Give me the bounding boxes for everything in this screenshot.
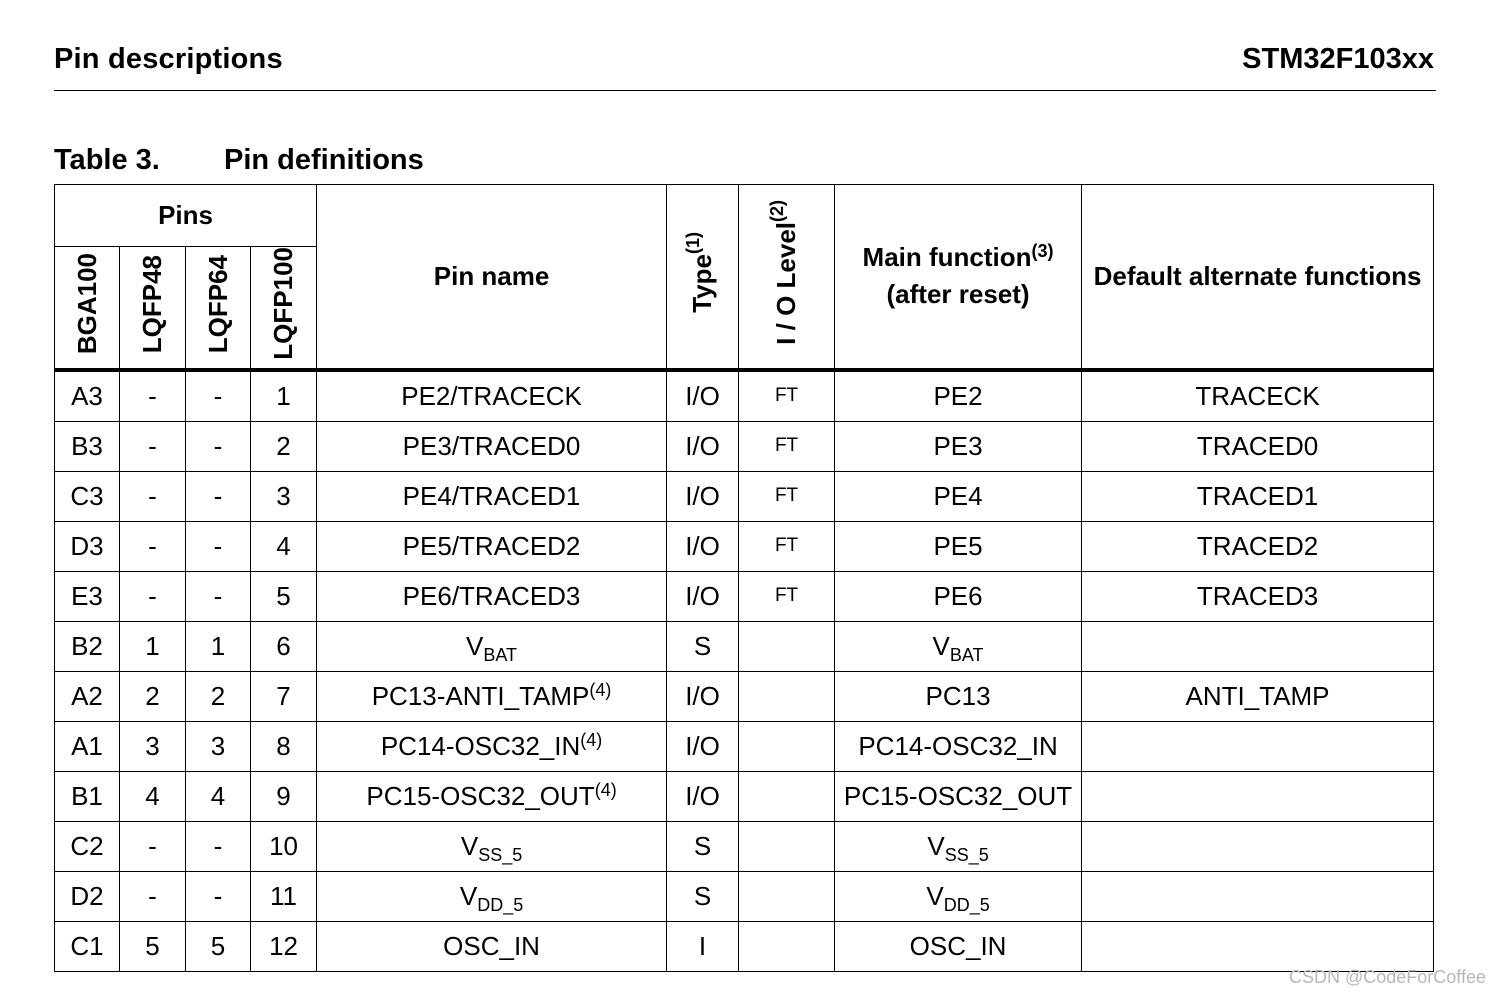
- table-row: [55, 921, 1434, 971]
- alternate-functions-header: Default alternate functions: [1082, 185, 1434, 370]
- cell-lqfp100: 5: [251, 571, 317, 621]
- cell-lqfp100: 2: [251, 421, 317, 471]
- cell-alternate-functions: [1082, 771, 1434, 821]
- cell-io-level: FT: [739, 471, 835, 521]
- table-row: [55, 471, 1434, 521]
- cell-lqfp100: 11: [251, 871, 317, 921]
- cell-bga100: C1: [55, 921, 120, 971]
- cell-pin-name: PC15-OSC32_OUT$^{(4)}$: [317, 771, 667, 821]
- cell-pin-name: PE6/TRACED3: [317, 571, 667, 621]
- cell-main-function: $V_{BAT}$: [835, 621, 1082, 671]
- cell-type: I/O: [667, 521, 739, 571]
- cell-lqfp64: -: [186, 370, 251, 422]
- cell-io-level: FT: [739, 521, 835, 571]
- cell-type: I/O: [667, 370, 739, 422]
- cell-bga100: A2: [55, 671, 120, 721]
- cell-lqfp48: 1: [120, 621, 186, 671]
- cell-bga100: B2: [55, 621, 120, 671]
- cell-lqfp64: -: [186, 421, 251, 471]
- table-caption: [54, 144, 424, 177]
- cell-alternate-functions: ANTI_TAMP: [1082, 671, 1434, 721]
- cell-lqfp48: 4: [120, 771, 186, 821]
- cell-lqfp48: 3: [120, 721, 186, 771]
- table-row: [55, 370, 1434, 422]
- cell-lqfp64: -: [186, 571, 251, 621]
- lqfp100-header: LQFP100: [251, 247, 317, 370]
- cell-lqfp100: 9: [251, 771, 317, 821]
- cell-alternate-functions: TRACED3: [1082, 571, 1434, 621]
- cell-pin-name: $V_{BAT}$: [317, 621, 667, 671]
- cell-io-level: [739, 771, 835, 821]
- table-row: [55, 621, 1434, 671]
- cell-type: S: [667, 621, 739, 671]
- table-row: [55, 421, 1434, 471]
- cell-lqfp48: 2: [120, 671, 186, 721]
- table-number: Table 3.: [54, 144, 160, 176]
- cell-io-level: FT: [739, 421, 835, 471]
- cell-lqfp64: -: [186, 521, 251, 571]
- cell-main-function: $V_{SS\_5}$: [835, 821, 1082, 871]
- cell-bga100: D3: [55, 521, 120, 571]
- cell-lqfp100: 6: [251, 621, 317, 671]
- cell-pin-name: $V_{DD\_5}$: [317, 871, 667, 921]
- pin-rows: [55, 370, 1434, 972]
- cell-io-level: FT: [739, 370, 835, 422]
- cell-bga100: C3: [55, 471, 120, 521]
- cell-alternate-functions: TRACED0: [1082, 421, 1434, 471]
- cell-lqfp64: 4: [186, 771, 251, 821]
- cell-io-level: [739, 871, 835, 921]
- table-row: [55, 671, 1434, 721]
- cell-bga100: D2: [55, 871, 120, 921]
- cell-lqfp100: 1: [251, 370, 317, 422]
- cell-bga100: B1: [55, 771, 120, 821]
- cell-pin-name: PE2/TRACECK: [317, 370, 667, 422]
- main-function-header: Main function$^{(3)}$ (after reset): [835, 185, 1082, 370]
- cell-pin-name: OSC_IN: [317, 921, 667, 971]
- cell-main-function: $V_{DD\_5}$: [835, 871, 1082, 921]
- cell-lqfp48: -: [120, 571, 186, 621]
- cell-main-function: PE3: [835, 421, 1082, 471]
- io-level-header: I / O Level$^{(2)}$: [739, 185, 835, 370]
- table-row: [55, 821, 1434, 871]
- cell-type: I/O: [667, 471, 739, 521]
- cell-main-function: PE2: [835, 370, 1082, 422]
- cell-type: I: [667, 921, 739, 971]
- cell-alternate-functions: [1082, 821, 1434, 871]
- cell-lqfp48: -: [120, 370, 186, 422]
- cell-pin-name: PE4/TRACED1: [317, 471, 667, 521]
- cell-lqfp48: -: [120, 521, 186, 571]
- cell-pin-name: $V_{SS\_5}$: [317, 821, 667, 871]
- cell-alternate-functions: TRACED1: [1082, 471, 1434, 521]
- cell-lqfp64: 3: [186, 721, 251, 771]
- pin-name-header: Pin name: [317, 185, 667, 370]
- cell-lqfp64: -: [186, 471, 251, 521]
- cell-lqfp100: 7: [251, 671, 317, 721]
- cell-lqfp64: -: [186, 821, 251, 871]
- cell-alternate-functions: TRACECK: [1082, 370, 1434, 422]
- cell-lqfp48: -: [120, 821, 186, 871]
- cell-io-level: [739, 621, 835, 671]
- cell-lqfp100: 8: [251, 721, 317, 771]
- cell-bga100: A1: [55, 721, 120, 771]
- table-row: [55, 771, 1434, 821]
- cell-lqfp48: -: [120, 471, 186, 521]
- lqfp48-header: LQFP48: [120, 247, 186, 370]
- type-header: Type$^{(1)}$: [667, 185, 739, 370]
- cell-pin-name: PE5/TRACED2: [317, 521, 667, 571]
- cell-lqfp64: 5: [186, 921, 251, 971]
- bga100-header: BGA100: [55, 247, 120, 370]
- cell-lqfp48: -: [120, 871, 186, 921]
- cell-io-level: FT: [739, 571, 835, 621]
- cell-lqfp100: 10: [251, 821, 317, 871]
- table-row: [55, 521, 1434, 571]
- cell-alternate-functions: [1082, 621, 1434, 671]
- cell-type: S: [667, 871, 739, 921]
- table-row: [55, 721, 1434, 771]
- cell-pin-name: PC13-ANTI_TAMP$^{(4)}$: [317, 671, 667, 721]
- cell-pin-name: PC14-OSC32_IN$^{(4)}$: [317, 721, 667, 771]
- cell-main-function: PE4: [835, 471, 1082, 521]
- cell-main-function: OSC_IN: [835, 921, 1082, 971]
- cell-bga100: C2: [55, 821, 120, 871]
- cell-io-level: [739, 671, 835, 721]
- cell-lqfp100: 4: [251, 521, 317, 571]
- cell-io-level: [739, 921, 835, 971]
- table-row: [55, 871, 1434, 921]
- cell-main-function: PE6: [835, 571, 1082, 621]
- watermark: CSDN @CodeForCoffee: [1288, 967, 1486, 987]
- cell-pin-name: PE3/TRACED0: [317, 421, 667, 471]
- cell-main-function: PE5: [835, 521, 1082, 571]
- section-title: Pin descriptions: [54, 43, 283, 75]
- table-row: [55, 571, 1434, 621]
- cell-alternate-functions: [1082, 921, 1434, 971]
- cell-lqfp100: 12: [251, 921, 317, 971]
- pins-group-header: Pins: [55, 185, 317, 247]
- cell-alternate-functions: TRACED2: [1082, 521, 1434, 571]
- pin-definitions-table: [54, 184, 1434, 972]
- product-name: STM32F103xx: [1242, 43, 1434, 75]
- header-rule: [54, 90, 1436, 91]
- cell-bga100: A3: [55, 370, 120, 422]
- cell-lqfp64: 2: [186, 671, 251, 721]
- cell-lqfp48: 5: [120, 921, 186, 971]
- cell-bga100: B3: [55, 421, 120, 471]
- cell-type: I/O: [667, 721, 739, 771]
- cell-lqfp48: -: [120, 421, 186, 471]
- cell-lqfp100: 3: [251, 471, 317, 521]
- cell-lqfp64: -: [186, 871, 251, 921]
- lqfp64-header: LQFP64: [186, 247, 251, 370]
- table-title: Pin definitions: [224, 144, 424, 176]
- cell-type: I/O: [667, 771, 739, 821]
- cell-type: I/O: [667, 571, 739, 621]
- cell-type: I/O: [667, 671, 739, 721]
- cell-type: I/O: [667, 421, 739, 471]
- cell-type: S: [667, 821, 739, 871]
- cell-alternate-functions: [1082, 871, 1434, 921]
- cell-lqfp64: 1: [186, 621, 251, 671]
- cell-alternate-functions: [1082, 721, 1434, 771]
- cell-main-function: PC14-OSC32_IN: [835, 721, 1082, 771]
- cell-io-level: [739, 821, 835, 871]
- cell-main-function: PC15-OSC32_OUT: [835, 771, 1082, 821]
- cell-bga100: E3: [55, 571, 120, 621]
- cell-io-level: [739, 721, 835, 771]
- cell-main-function: PC13: [835, 671, 1082, 721]
